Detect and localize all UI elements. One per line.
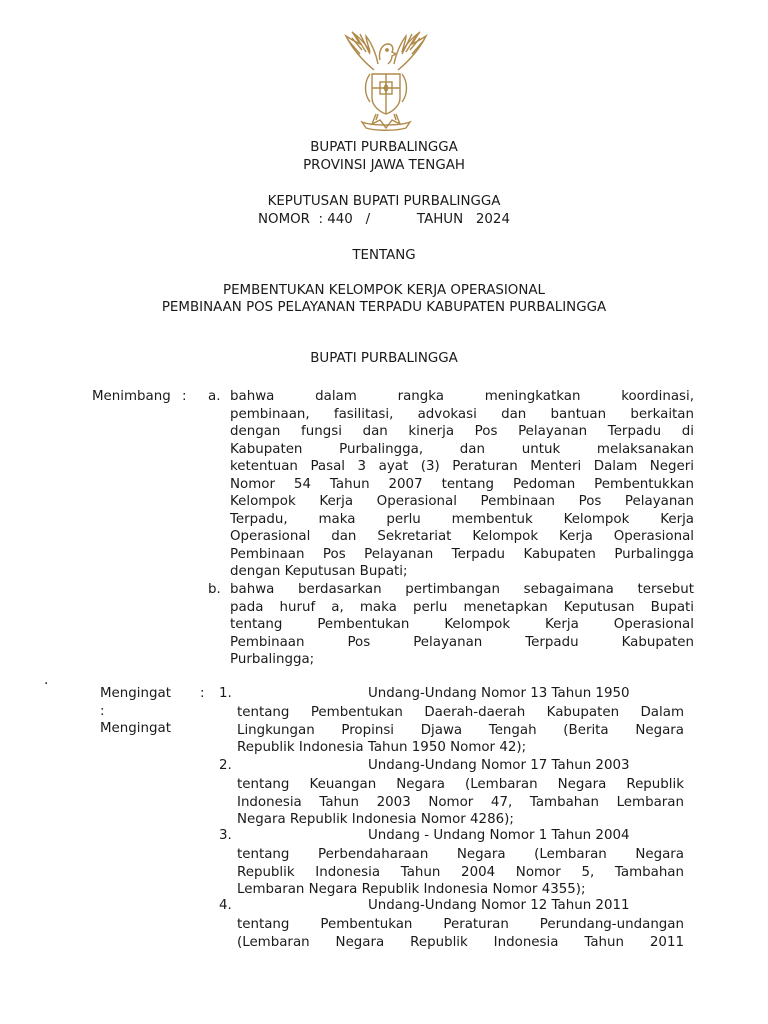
mengingat-item-2-first: Undang-Undang Nomor 17 Tahun 2003	[368, 758, 630, 773]
subject-line-1: PEMBENTUKAN KELOMPOK KERJA OPERASIONAL	[223, 283, 545, 298]
mengingat-marker-2: 2.	[219, 758, 232, 773]
decree-title: KEPUTUSAN BUPATI PURBALINGGA	[267, 194, 501, 209]
mengingat-3-line: tentang Perbendaharaan Negara (Lembaran Negara	[237, 847, 684, 862]
mengingat-marker-1: 1.	[219, 686, 232, 701]
mengingat-item-2	[237, 776, 684, 829]
menimbang-label: Menimbang	[92, 389, 171, 404]
menimbang-b-line: bahwa berdasarkan pertimbangan sebagaimana tersebut	[230, 582, 694, 597]
issuer-heading: BUPATI PURBALINGGA	[310, 351, 458, 366]
mengingat-label: Mengingat	[100, 686, 171, 701]
mengingat-item-1	[237, 704, 684, 757]
mengingat-marker-4: 4.	[219, 898, 232, 913]
mengingat-colon: :	[200, 686, 205, 701]
mengingat-item-3	[237, 846, 684, 899]
mengingat-1-line: Republik Indonesia Tahun 1950 Nomor 42);	[237, 740, 527, 755]
menimbang-a-line: Nomor 54 Tahun 2007 tentang Pedoman Pembentukkan	[230, 476, 694, 492]
menimbang-marker-b: b.	[208, 582, 221, 597]
menimbang-b-line: tentang Pembentukan Kelompok Kerja Operasional	[230, 617, 694, 632]
mengingat-marker-3: 3.	[219, 828, 232, 843]
menimbang-a-line: Pembinaan Pos Pelayanan Terpadu Kabupaten Purbalingga	[230, 546, 694, 562]
mengingat-2-line: Indonesia Tahun 2003 Nomor 47, Tambahan Lembaran	[237, 794, 684, 810]
menimbang-a-line: bahwa dalam rangka meningkatkan koordinasi,	[230, 389, 694, 404]
mengingat-2-line: tentang Keuangan Negara (Lembaran Negara Republik	[237, 777, 684, 792]
menimbang-marker-a: a.	[208, 389, 221, 404]
menimbang-a-line: pembinaan, fasilitasi, advokasi dan bantuan berkaitan	[230, 406, 694, 422]
province-title: PROVINSI JAWA TENGAH	[303, 158, 465, 173]
regent-title: BUPATI PURBALINGGA	[310, 140, 458, 155]
menimbang-a-line: Kabupaten Purbalingga, dan untuk melaksanakan	[230, 441, 694, 457]
about-heading: TENTANG	[352, 248, 416, 263]
mengingat-item-1-first: Undang-Undang Nomor 13 Tahun 1950	[368, 686, 630, 701]
mengingat-4-line: (Lembaran Negara Republik Indonesia Tahun 2011	[237, 934, 684, 950]
menimbang-b-line: Pembinaan Pos Pelayanan Terpadu Kabupaten	[230, 634, 694, 650]
menimbang-b-line: Purbalingga;	[230, 652, 315, 667]
mengingat-1-line: Lingkungan Propinsi Djawa Tengah (Berita Negara	[237, 722, 684, 738]
mengingat-1-line: tentang Pembentukan Daerah-daerah Kabupaten Dalam	[237, 705, 684, 720]
subject-line-2: PEMBINAAN POS PELAYANAN TERPADU KABUPATEN PURBALINGGA	[161, 300, 607, 315]
stray-mark: .	[44, 672, 49, 688]
menimbang-a-line: Terpadu, maka perlu membentuk Kelompok Kerja	[230, 511, 694, 527]
mengingat-item-4-first: Undang-Undang Nomor 12 Tahun 2011	[368, 898, 630, 913]
mengingat-label-repeat: Mengingat	[100, 721, 171, 736]
menimbang-a-line: Operasional dan Sekretariat Kelompok Kerja Operasional	[230, 529, 694, 544]
menimbang-item-b	[230, 581, 694, 669]
mengingat-2-line: Negara Republik Indonesia Nomor 4286);	[237, 812, 514, 827]
menimbang-a-line: dengan fungsi dan kinerja Pos Pelayanan Terpadu di	[230, 424, 694, 439]
mengingat-3-line: Lembaran Negara Republik Indonesia Nomor 4355);	[237, 882, 586, 897]
menimbang-a-line: ketentuan Pasal 3 ayat (3) Peraturan Menteri Dalam Negeri	[230, 459, 694, 474]
menimbang-a-line: Kelompok Kerja Operasional Pembinaan Pos Pelayanan	[230, 494, 694, 509]
mengingat-4-line: tentang Pembentukan Peraturan Perundang-undangan	[237, 917, 684, 932]
mengingat-item-3-first: Undang - Undang Nomor 1 Tahun 2004	[368, 828, 630, 843]
menimbang-b-line: pada huruf a, maka perlu menetapkan Keputusan Bupati	[230, 599, 694, 615]
menimbang-item-a	[230, 388, 694, 581]
menimbang-colon: :	[182, 389, 187, 404]
mengingat-item-4	[237, 916, 684, 951]
garuda-emblem-icon	[322, 30, 450, 134]
decree-number: NOMOR : 440 / TAHUN 2024	[258, 212, 510, 227]
menimbang-a-line: dengan Keputusan Bupati;	[230, 564, 408, 579]
mengingat-3-line: Republik Indonesia Tahun 2004 Nomor 5, Tambahan	[237, 864, 684, 880]
mengingat-colon-wrapped: :	[100, 704, 105, 719]
